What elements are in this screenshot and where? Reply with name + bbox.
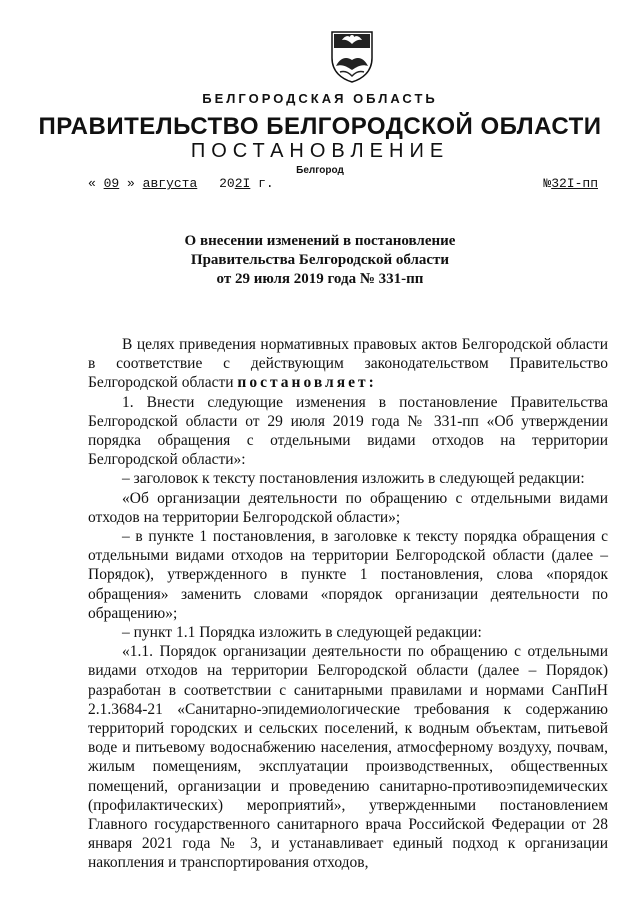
document-body [88,335,608,873]
coat-of-arms-emblem [328,28,376,84]
paragraph-heading-change: – заголовок к тексту постановления изложить в следующей редакции: [122,470,585,488]
title-line-2: Правительства Белгородской области [190,252,450,268]
resolves-word: постановляет: [237,374,377,392]
date-month: августа [142,176,198,191]
preamble-text: В целях приведения нормативных правовых актов Белгородской области в соответствие с действующим законодательством Правительство Белгородской области [88,336,608,392]
title-line-3: от 29 июля 2019 года № 331-пп [216,271,424,287]
document-type: ПОСТАНОВЛЕНИЕ [190,140,450,162]
title-line-1: О внесении изменений в постановление [184,233,456,249]
document-date [88,176,274,191]
preamble-paragraph [88,335,608,393]
number-value: 32I-пп [551,176,598,191]
resolution-title [0,232,640,289]
paragraph-new-heading: «Об организации деятельности по обращению с отдельными видами отходов на территории Белгородской области»; [88,489,608,526]
paragraph-item-1: 1. Внести следующие изменения в постановление Правительства Белгородской области от 29 июля 2019 года № 331-пп «Об утверждении порядка обращения с отдельными видами отходов на территории Белгородской области»: [88,393,608,469]
date-quote-close: » [127,176,135,191]
paragraph-item-1-1-text: «1.1. Порядок организации деятельности по обращению с отдельными видами отходов на территории Белгородской области (далее – Порядок) разработан в соответствии с санитарными правилами и нормами СанПиН 2.1.3684-21 «Санитарно-эпидемиологические требования к содержанию территорий городских и сельских поселений, к водным объектам, питьевой воде и питьевому водоснабжению населения, атмосферному воздуху, почвам, жилым помещениям, эксплуатации производственных, общественных помещений, организации и проведению санитарно-противоэпидемических (профилактических) мероприятий», утвержденными постановлением Главного государственного санитарного врача Российской Федерации от 28 января 2021 года № 3, и устанавливает единый подход к организации накопления и транспортирования отходов, [88,643,608,872]
paragraph-item-1-1-intro: – пункт 1.1 Порядка изложить в следующей редакции: [122,624,482,642]
region-name: БЕЛГОРОДСКАЯ ОБЛАСТЬ [202,91,438,106]
number-prefix: № [543,176,552,191]
document-number [543,176,598,191]
paragraph-item-1-change: – в пункте 1 постановления, в заголовке к тексту порядка обращения с отдельными видами отходов на территории Белгородской области (далее – Порядок), утвержденного в пункте 1 постановления, слова «порядок обращения» заменить словами «порядок организации деятельности по обращению»; [88,528,608,622]
date-quote-open: « [88,176,96,191]
government-title: ПРАВИТЕЛЬСТВО БЕЛГОРОДСКОЙ ОБЛАСТИ [38,113,602,140]
date-day: 09 [103,176,120,191]
date-year-prefix: 20 [219,176,235,191]
date-year-suffix: 2I [234,176,251,191]
city-name: Белгород [296,165,344,176]
date-year-end: г. [258,176,274,191]
